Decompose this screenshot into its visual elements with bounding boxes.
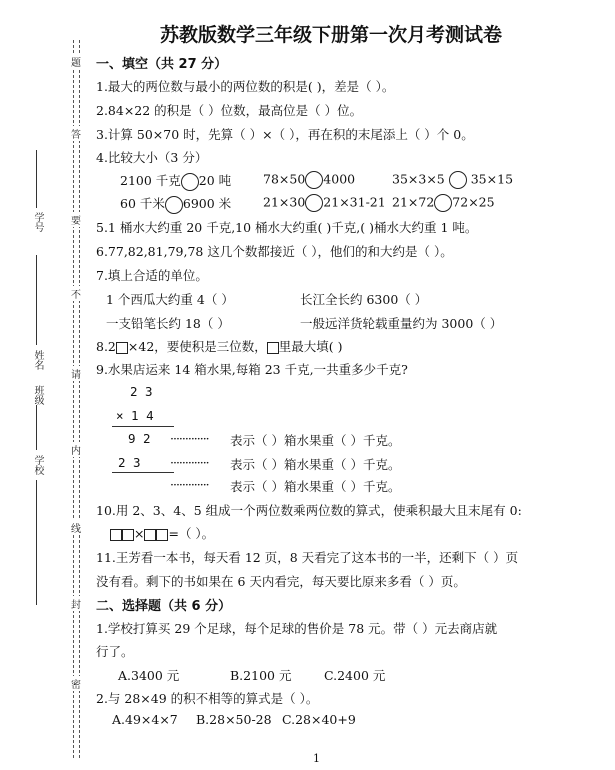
compare-circle[interactable] [305, 171, 323, 189]
section1-heading: 一、填空（共 27 分） [96, 57, 228, 72]
partial-product-1: 9 2 [128, 431, 151, 446]
student-id-label: 学号 [32, 212, 43, 232]
dots: ············· [170, 455, 209, 470]
compare-left: 35×3×5 [392, 171, 445, 187]
partial-product-2: 2 3 [118, 455, 141, 470]
school-label: 学校 [32, 455, 43, 475]
question-8-post: 里最大填( ) [278, 339, 343, 354]
compare-right: 4000 [323, 171, 356, 187]
student-id-field[interactable] [36, 150, 37, 208]
compare-circle[interactable] [305, 194, 323, 212]
section2-heading: 二、选择题（共 6 分） [96, 599, 232, 614]
class-field[interactable] [36, 405, 37, 450]
choice-question-1-cont: 行了。 [96, 644, 134, 659]
question-7a: 1 个西瓜大约重 4（ ） [106, 292, 234, 307]
option-a[interactable]: A.3400 元 [118, 668, 180, 683]
compare-right: 6900 米 [182, 196, 232, 211]
option-b[interactable]: B.28×50-28 [196, 712, 272, 727]
compare-left: 21×30 [263, 194, 306, 210]
question-7-stem: 7.填上合适的单位。 [96, 268, 208, 283]
multiplicand: 2 3 [130, 384, 153, 399]
blank-box[interactable] [267, 342, 279, 354]
question-10-answer [110, 524, 214, 542]
binding-dashed-line [73, 40, 74, 758]
compare-item [392, 171, 513, 189]
question-11-line2: 没有看。剩下的书如果在 6 天内看完，每天要比原来多看（ ）页。 [96, 574, 466, 589]
binding-char: 答 [71, 126, 81, 141]
choice-question-1: 1.学校打算买 29 个足球，每个足球的售价是 78 元。带（ ）元去商店就 [96, 621, 498, 636]
blank-box[interactable] [122, 529, 134, 541]
question-7d: 一般远洋货轮载重量约为 3000（ ） [300, 316, 503, 331]
page-number: 1 [313, 752, 320, 765]
compare-left: 2100 千克 [120, 173, 181, 188]
compare-circle[interactable] [165, 196, 183, 214]
question-4-stem: 4.比较大小（3 分） [96, 150, 208, 165]
choice-question-2: 2.与 28×49 的积不相等的算式是（ ）。 [96, 691, 319, 706]
binding-char: 要 [71, 212, 81, 227]
times-sign: × [134, 526, 145, 541]
option-b[interactable]: B.2100 元 [230, 668, 292, 683]
calc-line [112, 426, 174, 427]
question-11-line1: 11.王芳看一本书，每天看 12 页，8 天看完了这本书的一半，还剩下（ ）页 [96, 550, 519, 565]
compare-circle[interactable] [181, 173, 199, 191]
question-6: 6.77,82,81,79,78 这几个数都接近（ ），他们的和大约是（ ）。 [96, 244, 453, 259]
page-title: 苏教版数学三年级下册第一次月考测试卷 [160, 24, 503, 46]
binding-char: 密 [71, 676, 81, 691]
calc-line [112, 472, 174, 473]
question-7b: 长江全长约 6300（ ） [300, 292, 428, 307]
question-8 [96, 337, 343, 355]
question-8-mid: ×42，要使积是三位数， [127, 339, 267, 354]
blank-box[interactable] [110, 529, 122, 541]
question-10-stem: 10.用 2、3、4、5 组成一个两位数乘两位数的算式，使乘积最大且末尾有 0: [96, 503, 522, 518]
compare-item [120, 194, 231, 214]
binding-dashed-line-inner [79, 40, 80, 758]
blank-box[interactable] [156, 529, 168, 541]
compare-right: 35×15 [470, 171, 514, 187]
dots: ············· [170, 431, 209, 446]
compare-item [120, 171, 231, 191]
school-field[interactable] [36, 480, 37, 605]
binding-char: 线 [71, 520, 81, 535]
question-3: 3.计算 50×70 时，先算（ ）×（ ），再在积的末尾添上（ ）个 0。 [96, 127, 474, 142]
partial-product-1-text: 表示（ ）箱水果重（ ）千克。 [230, 433, 401, 448]
class-label: 班级 [32, 385, 43, 405]
compare-item [263, 171, 355, 189]
equals-blank: =（ ）。 [168, 526, 215, 541]
partial-product-2-text: 表示（ ）箱水果重（ ）千克。 [230, 457, 401, 472]
compare-left: 78×50 [263, 171, 306, 187]
binding-char: 题 [71, 54, 81, 69]
binding-char: 不 [71, 286, 81, 301]
compare-left: 60 千米 [120, 196, 165, 211]
compare-right: 20 吨 [198, 173, 232, 188]
compare-item [263, 194, 386, 212]
blank-box[interactable] [116, 342, 128, 354]
option-c[interactable]: C.2400 元 [324, 668, 386, 683]
name-field[interactable] [36, 255, 37, 345]
product-text: 表示（ ）箱水果重（ ）千克。 [230, 479, 401, 494]
question-5: 5.1 桶水大约重 20 千克,10 桶水大约重( )千克,( )桶水大约重 1 吨。 [96, 220, 478, 235]
compare-right: 72×25 [452, 194, 495, 210]
question-8-pre: 8.2 [96, 339, 116, 354]
option-a[interactable]: A.49×4×7 [112, 712, 178, 727]
compare-item [392, 194, 495, 212]
compare-circle[interactable] [434, 194, 452, 212]
binding-char: 封 [71, 596, 81, 611]
dots: ············· [170, 477, 209, 492]
multiplier: × 1 4 [116, 408, 154, 423]
blank-box[interactable] [144, 529, 156, 541]
compare-circle[interactable] [449, 171, 467, 189]
question-1: 1.最大的两位数与最小的两位数的积是( )，差是（ ）。 [96, 79, 395, 94]
question-7c: 一支铅笔长约 18（ ） [106, 316, 230, 331]
name-label: 姓名 [32, 350, 43, 370]
binding-char: 请 [71, 366, 81, 381]
binding-char: 内 [71, 442, 81, 457]
compare-right: 21×31-21 [323, 194, 386, 210]
option-c[interactable]: C.28×40+9 [282, 712, 356, 727]
question-2: 2.84×22 的积是（ ）位数，最高位是（ ）位。 [96, 103, 363, 118]
compare-left: 21×72 [392, 194, 435, 210]
question-9-stem: 9.水果店运来 14 箱水果,每箱 23 千克,一共重多少千克? [96, 362, 408, 377]
